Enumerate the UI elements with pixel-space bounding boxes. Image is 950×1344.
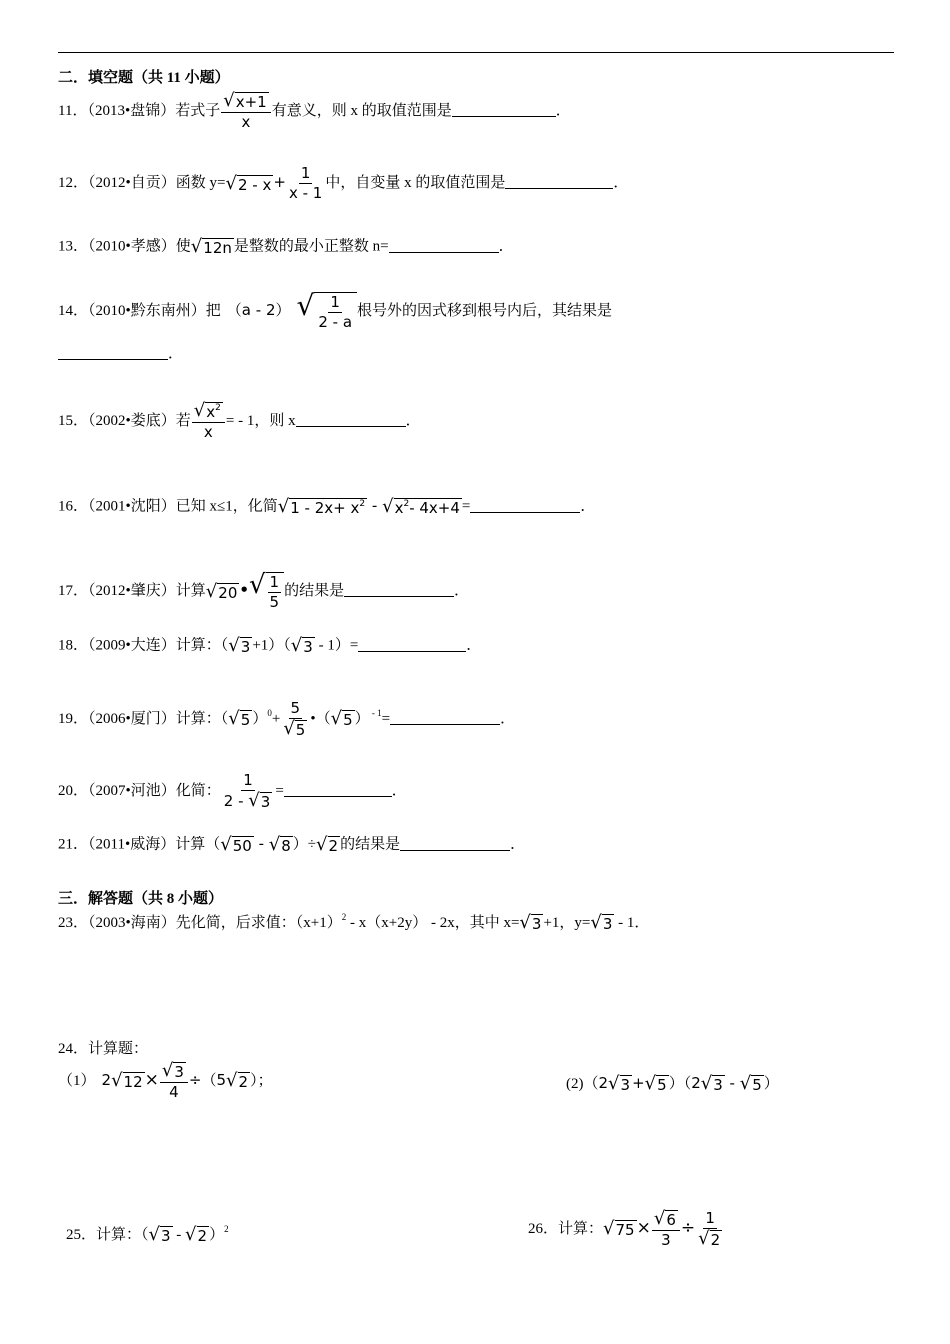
denominator: 2 - (223, 792, 249, 810)
question-number: 23． (58, 915, 89, 931)
exponent: 2 (403, 499, 410, 509)
minus-sign: - (172, 1227, 186, 1243)
radical: √ 3 (700, 1073, 723, 1095)
question-12 (58, 165, 628, 203)
radicand: x+1 (235, 93, 267, 111)
radicand: 3 (602, 915, 613, 934)
radical: √ $\frac{1}{5}$ (249, 572, 284, 612)
question-text: 先化简，后求值：（x+1） (175, 915, 342, 931)
question-19 (58, 700, 515, 739)
radical: √ 3 (519, 912, 542, 934)
radicand: 2 - x (237, 175, 272, 194)
period: ． (391, 782, 407, 799)
fraction: √ 6 3 (652, 1210, 680, 1249)
denominator: 3 (661, 1230, 671, 1249)
question-text: ÷（5 (188, 1070, 227, 1089)
denominator: 2 - a (318, 313, 353, 332)
radical: √ 2 - x (225, 172, 272, 194)
question-text: 计算（ (175, 836, 221, 853)
question-18 (58, 637, 481, 656)
dot-operator: • (239, 581, 249, 600)
radicand: 5 (343, 711, 353, 730)
question-13 (58, 238, 514, 257)
question-text: 是整数的最小正整数 n= (233, 238, 389, 255)
fraction: 1 √ 2 (698, 1209, 721, 1250)
question-source: （2010•孝感） (88, 238, 176, 255)
times-sign: × (144, 1069, 159, 1090)
minus-sign: - (367, 496, 383, 515)
radical: √ 20 (205, 580, 238, 602)
period: ． (555, 102, 571, 119)
equals-sign: = (461, 498, 471, 515)
radical: √ 3 (148, 1224, 171, 1246)
radical: √ $\frac{1}{2 - a}$ (296, 292, 357, 332)
fraction (287, 165, 324, 203)
question-source: （2001•沈阳） (88, 498, 176, 515)
plus-sign: + (271, 710, 281, 727)
answer-blank[interactable] (358, 650, 466, 652)
section-fill-in-title: 二．填空题（共 11 小题） (58, 70, 230, 86)
question-source: （2013•盘锦） (87, 102, 176, 119)
period: ． (500, 710, 516, 727)
radicand: 20 (218, 583, 238, 602)
radicand: 75 (615, 1221, 635, 1240)
question-text: 根号外的因式移到根号内后，其结果是 (357, 303, 613, 320)
question-21 (58, 836, 525, 855)
radical: √ 3 (590, 912, 613, 934)
question-20 (58, 772, 407, 811)
radical: √ 12n (190, 236, 232, 257)
period: ． (498, 238, 514, 255)
plus-sign: + (273, 173, 286, 192)
question-source: （2012•肇庆） (88, 583, 176, 600)
answer-blank[interactable] (344, 595, 454, 597)
question-text: = - 1，则 x (225, 412, 296, 429)
answer-blank[interactable] (390, 723, 500, 725)
denominator: x - 1 (288, 184, 323, 203)
answer-blank[interactable] (389, 251, 499, 253)
radical: √ 3 (228, 635, 251, 656)
radicand: 2 (197, 1227, 208, 1246)
period: ． (454, 583, 470, 600)
question-text: 若 (175, 412, 191, 429)
fraction: 1 2 - √ 3 (223, 771, 271, 812)
question-24-part-2 (566, 1072, 779, 1094)
question-text: 若式子 (175, 102, 221, 119)
radicand: 5 (240, 711, 251, 730)
paren: ） (354, 710, 370, 727)
coefficient: 2 (101, 1070, 112, 1089)
question-text: 计算：（ (175, 710, 229, 727)
radicand: 2 (710, 1231, 721, 1250)
question-text: 已知 x≤1，化简 (175, 498, 278, 515)
question-source: （2010•黔东南州） (88, 303, 206, 320)
question-text: ） (763, 1074, 779, 1092)
question-source: （2011•威海） (88, 836, 176, 853)
question-text: 函数 y= (175, 175, 226, 192)
question-number: 13． (58, 238, 89, 255)
fraction: √ $x^2$ x (192, 402, 225, 441)
question-number: 12． (58, 175, 89, 192)
radical: √ 5 (330, 708, 353, 730)
radicand: 2 (328, 837, 339, 855)
period: ． (510, 836, 526, 853)
question-number: 15． (58, 412, 89, 429)
radical: √ 8 (268, 834, 291, 855)
question-number: 20． (58, 782, 89, 799)
exponent: 2 (215, 403, 221, 413)
radicand: 3 (174, 1063, 184, 1081)
radicand: 1 - 2x+ x (290, 499, 360, 517)
question-text: 计算：（ (175, 637, 229, 654)
fraction: 5 √ 5 (283, 699, 306, 740)
question-text: 的结果是 (284, 583, 345, 600)
minus-sign: - (724, 1074, 740, 1092)
radicand: 3 (303, 638, 313, 656)
question-14-answer-line (58, 342, 183, 363)
question-number: 11． (58, 102, 88, 119)
exponent: 0 (267, 707, 272, 718)
plus-sign: + (632, 1074, 645, 1092)
answer-blank[interactable] (296, 425, 406, 427)
part-label: (2) (566, 1076, 584, 1092)
numerator: 1 (268, 574, 282, 593)
question-text: 计算 (175, 583, 206, 600)
radicand: 3 (240, 638, 251, 656)
radicand: - 4x+4 (409, 499, 460, 517)
question-number: 18． (58, 637, 89, 654)
top-rule (58, 52, 894, 53)
numerator: 5 (289, 700, 303, 719)
radicand: 5 (752, 1076, 762, 1095)
question-text: ）÷ (292, 836, 317, 853)
radical: √ 2 (185, 1224, 208, 1246)
question-24-heading: 24．计算题： (58, 1041, 149, 1057)
question-source: （2007•河池） (88, 782, 176, 799)
radicand: 3 (161, 1227, 171, 1246)
answer-blank[interactable] (58, 358, 168, 360)
question-text: 使 (175, 238, 191, 255)
question-number: 21． (58, 836, 89, 853)
exponent: - 1 (369, 707, 382, 718)
denominator: 5 (269, 593, 280, 612)
question-23 (58, 913, 649, 933)
numerator: 1 (328, 294, 342, 313)
numerator: 1 (703, 1210, 717, 1229)
period: ． (466, 637, 482, 654)
paren: ） (209, 1227, 225, 1243)
numerator: 1 (299, 165, 313, 184)
part-label: （1） (58, 1072, 96, 1089)
exponent: 2 (341, 912, 347, 922)
radical: √ 5 (739, 1073, 762, 1095)
radical: √ 75 (603, 1218, 635, 1240)
question-text: ）； (250, 1072, 273, 1089)
question-source: （2003•海南） (88, 915, 176, 931)
fraction: √ x+1 x (221, 92, 270, 131)
minus-sign: - (253, 834, 269, 853)
question-text: ）（2 (668, 1074, 701, 1092)
fraction: √ 3 4 (160, 1062, 188, 1101)
radicand: 3 (260, 793, 271, 812)
question-26 (528, 1210, 725, 1249)
divide-sign: ÷ (680, 1217, 696, 1238)
question-text: 把 (205, 303, 221, 320)
radical: √ 5 (644, 1073, 667, 1095)
question-source: （2002•娄底） (88, 412, 176, 429)
question-text: （2 (583, 1074, 609, 1092)
answer-blank[interactable] (400, 849, 510, 851)
radicand: 12n (203, 239, 232, 257)
radicand: x (394, 499, 404, 517)
fraction (268, 574, 282, 612)
question-text: - 1）= (314, 637, 359, 654)
period: ． (168, 346, 184, 362)
question-24-part-1 (58, 1062, 273, 1101)
question-text: 中，自变量 x 的取值范围是 (325, 175, 506, 192)
question-25 (66, 1223, 229, 1245)
question-text: 的结果是 (340, 836, 401, 853)
question-text: 有意义，则 x 的取值范围是 (271, 102, 452, 119)
question-text: 26．计算： (528, 1220, 604, 1237)
paren: ） (252, 710, 268, 727)
question-15 (58, 402, 421, 441)
radicand: 3 (531, 915, 542, 934)
question-14 (58, 289, 613, 332)
radicand: 2 (238, 1073, 249, 1092)
question-16 (58, 498, 595, 517)
question-11 (58, 92, 571, 131)
radicand: 3 (620, 1076, 631, 1095)
radicand: 8 (281, 837, 291, 855)
radical: √ $x^2-$ 4x+4 (382, 496, 460, 517)
answer-blank[interactable] (505, 187, 613, 189)
denominator: x (241, 112, 251, 131)
answer-blank[interactable] (284, 795, 392, 797)
radical: √ 2 (226, 1070, 249, 1092)
radicand: 50 (232, 837, 252, 855)
numerator: 1 (241, 772, 255, 791)
question-number: 19． (58, 710, 89, 727)
fraction (316, 294, 354, 332)
radical: √ 3 (290, 635, 313, 656)
radical: √ 2 (316, 834, 339, 855)
question-text: - x（x+2y） - 2x，其中 x= (346, 915, 520, 931)
question-17 (58, 572, 469, 612)
answer-blank[interactable] (470, 511, 580, 513)
period: ． (405, 412, 421, 429)
answer-blank[interactable] (452, 115, 556, 117)
question-text: 化简： (175, 782, 221, 799)
factor: （a - 2） (226, 301, 291, 320)
question-number: 17． (58, 583, 89, 600)
radicand: 3 (713, 1076, 723, 1095)
question-number: 16． (58, 498, 89, 515)
radicand: 12 (123, 1073, 143, 1092)
question-source: （2006•厦门） (88, 710, 176, 727)
period: ． (613, 175, 629, 192)
radical: √ 12 (111, 1070, 143, 1092)
radical: √ 50 (220, 834, 252, 855)
question-number: 14． (58, 303, 89, 320)
period: ． (580, 498, 596, 515)
section-solve-title: 三．解答题（共 8 小题） (58, 891, 224, 907)
equals-sign: = (381, 710, 391, 727)
question-text: +1，y= (543, 915, 591, 931)
radicand: x (206, 403, 216, 421)
times-sign: × (636, 1217, 651, 1238)
radicand: 6 (666, 1211, 676, 1229)
question-source: （2012•自贡） (88, 175, 176, 192)
radical: √ 3 (608, 1073, 631, 1095)
radicand: 5 (295, 721, 306, 740)
question-text: +1）（ (252, 637, 291, 654)
question-text: •（ (310, 710, 331, 727)
question-source: （2009•大连） (88, 637, 176, 654)
equals-sign: = (275, 782, 284, 799)
radicand: 5 (657, 1076, 667, 1095)
denominator: x (203, 422, 213, 441)
question-text: - 1． (614, 915, 650, 931)
question-text: 25．计算：（ (66, 1227, 149, 1243)
exponent: 2 (224, 1224, 229, 1234)
radical: √ $1 - 2x+ x^2$ (277, 496, 366, 517)
radical: √ 5 (228, 708, 251, 730)
exponent: 2 (359, 499, 366, 509)
denominator: 4 (169, 1082, 179, 1101)
